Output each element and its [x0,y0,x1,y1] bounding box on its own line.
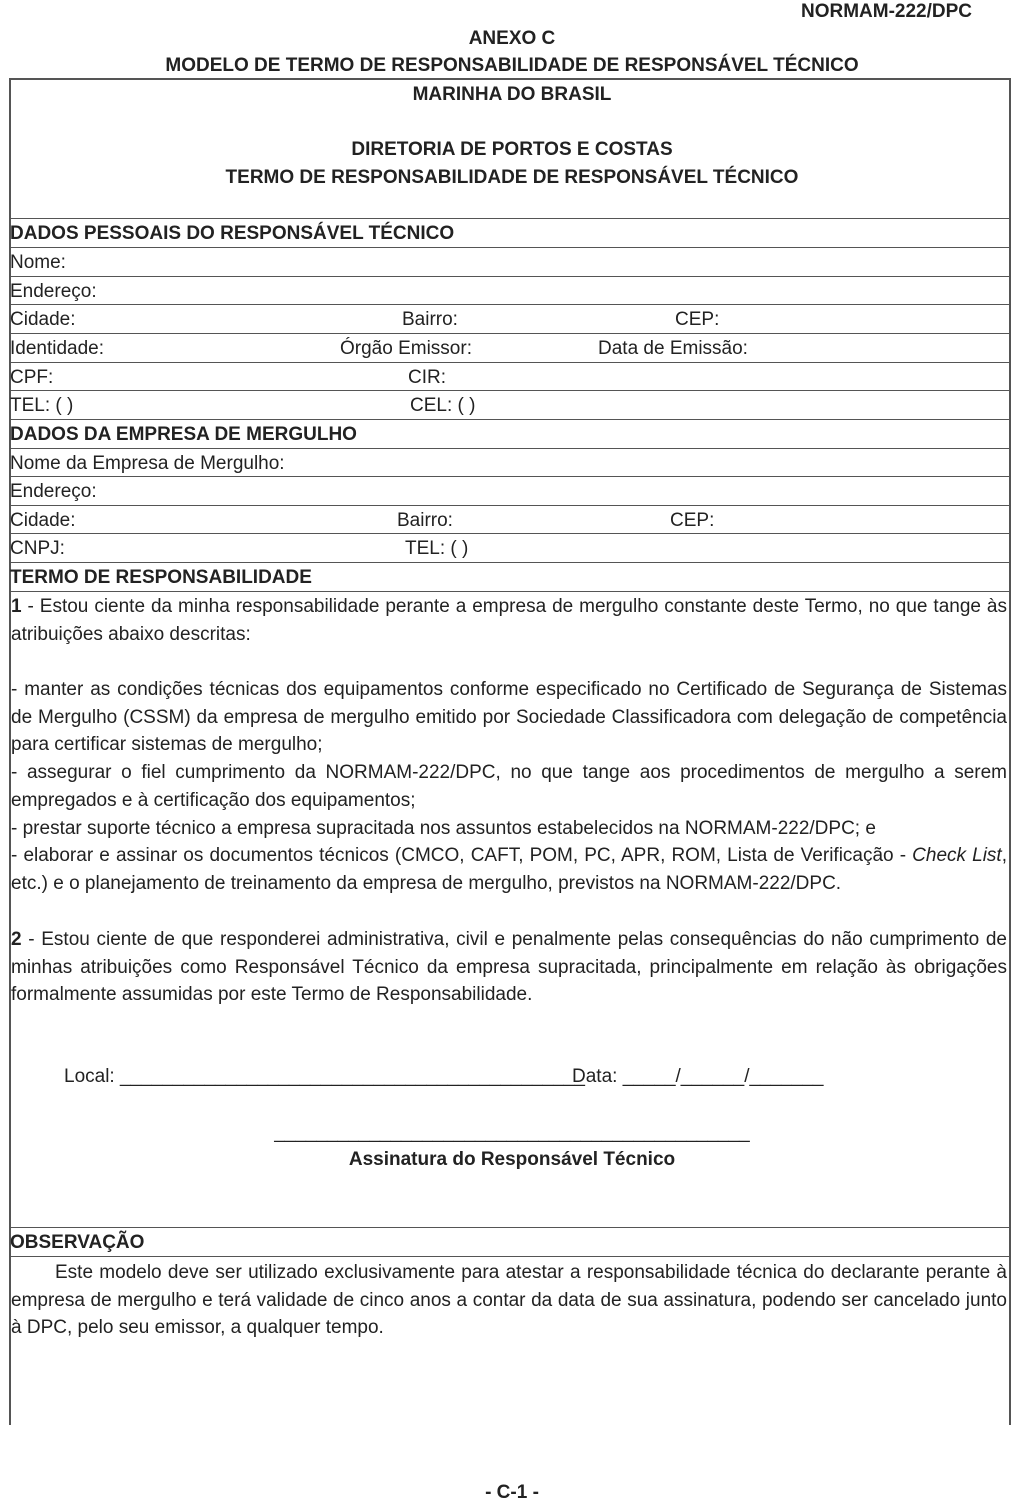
divider [9,390,1009,391]
paragraph-text: - Estou ciente da minha responsabilidade perante a empresa de mergulho constante deste Termo, no que tange às atribuições abaixo descritas: [11,596,1007,645]
divider [9,247,1009,248]
company-district-field-label: Bairro: [397,510,453,531]
terms-paragraph-2 [11,926,1007,1009]
divider [9,362,1009,363]
local-field[interactable]: Local: ____________________________________________ [64,1066,585,1087]
issuer-field-label: Órgão Emissor: [340,338,472,359]
cir-field-label: CIR: [408,367,446,388]
company-data-title: DADOS DA EMPRESA DE MERGULHO [10,424,357,445]
observation-text [11,1259,1007,1342]
divider [9,505,1009,506]
model-title: MODELO DE TERMO DE RESPONSABILIDADE DE RESPONSÁVEL TÉCNICO [165,55,859,76]
id-field-label: Identidade: [10,338,105,359]
terms-paragraph-1 [11,593,1007,648]
divider [9,419,1009,420]
list-item [11,842,1007,897]
divider [9,448,1009,449]
observation-title: OBSERVAÇÃO [10,1232,145,1253]
form-title: TERMO DE RESPONSABILIDADE DE RESPONSÁVEL TÉCNICO [225,167,799,188]
cpf-field-label: CPF: [10,367,54,388]
zip-field-label: CEP: [675,309,720,330]
divider [9,333,1009,334]
divider [9,1256,1009,1257]
directorate-name: DIRETORIA DE PORTOS E COSTAS [351,139,673,160]
signature-line[interactable]: _____________________________________________ [274,1122,750,1143]
annex-label: ANEXO C [468,28,556,49]
phone-field-label: TEL: ( ) [10,395,74,416]
responsibilities-list [11,676,1007,898]
page-number: - C-1 - [485,1482,539,1503]
divider [9,533,1009,534]
terms-title: TERMO DE RESPONSABILIDADE [10,567,312,588]
divider [9,476,1009,477]
district-field-label: Bairro: [402,309,458,330]
divider [9,562,1009,563]
divider [9,276,1009,277]
list-item: - assegurar o fiel cumprimento da NORMAM-222/DPC, no que tange aos procedimentos de mergulho a serem empregados e à certificação dos equipamentos; [11,762,1007,811]
name-field-label: Nome: [10,252,66,273]
company-phone-field-label: TEL: ( ) [405,538,469,559]
issue-date-field-label: Data de Emissão: [598,338,748,359]
divider [9,1227,1009,1228]
paragraph-text: - Estou ciente de que responderei administrativa, civil e penalmente pelas consequências do não cumprimento de minhas atribuições como Responsável Técnico da empresa supracitada, principalmente em relação às obrigações formalmente assumidas por este Termo de Responsabilidade. [11,929,1007,1006]
org-name: MARINHA DO BRASIL [412,84,612,105]
personal-data-title: DADOS PESSOAIS DO RESPONSÁVEL TÉCNICO [10,223,455,244]
list-item-text: - elaborar e assinar os documentos técnicos (CMCO, CAFT, POM, PC, APR, ROM, Lista de Verificação - [11,845,913,867]
company-city-field-label: Cidade: [10,510,76,531]
company-address-field-label: Endereço: [10,481,97,502]
city-field-label: Cidade: [10,309,76,330]
paragraph-number: 1 [11,596,22,617]
cnpj-field-label: CNPJ: [10,538,65,559]
divider [9,218,1009,219]
paragraph-number: 2 [11,929,22,950]
observation-paragraph: Este modelo deve ser utilizado exclusivamente para atestar a responsabilidade técnica do declarante perante à empresa de mergulho e terá validade de cinco anos a contar da data de sua assinatura, podendo ser cancelado junto à DPC, pelo seu emissor, a qualquer tempo. [11,1262,1007,1339]
signature-caption: Assinatura do Responsável Técnico [348,1149,676,1170]
company-name-field-label: Nome da Empresa de Mergulho: [10,453,285,474]
company-zip-field-label: CEP: [670,510,715,531]
list-item-italic-text: Check List [912,845,1002,867]
divider [9,304,1009,305]
divider [9,591,1009,592]
list-item: - prestar suporte técnico a empresa supracitada nos assuntos estabelecidos na NORMAM-222/DPC; e [11,817,876,839]
list-item: - manter as condições técnicas dos equipamentos conforme especificado no Certificado de Segurança de Sistemas de Mergulho (CSSM) da empresa de mergulho emitido por Sociedade Classificadora com delegação de competência para certificar sistemas de mergulho; [11,679,1007,756]
date-field[interactable]: Data: _____/______/_______ [572,1066,824,1087]
mobile-field-label: CEL: ( ) [410,395,476,416]
address-field-label: Endereço: [10,281,97,302]
list-item-text: , etc.) e o planejamento de treinamento da empresa de mergulho, previstos na NORMAM-222/DPC. [11,845,1007,894]
document-code: NORMAM-222/DPC [800,1,972,22]
